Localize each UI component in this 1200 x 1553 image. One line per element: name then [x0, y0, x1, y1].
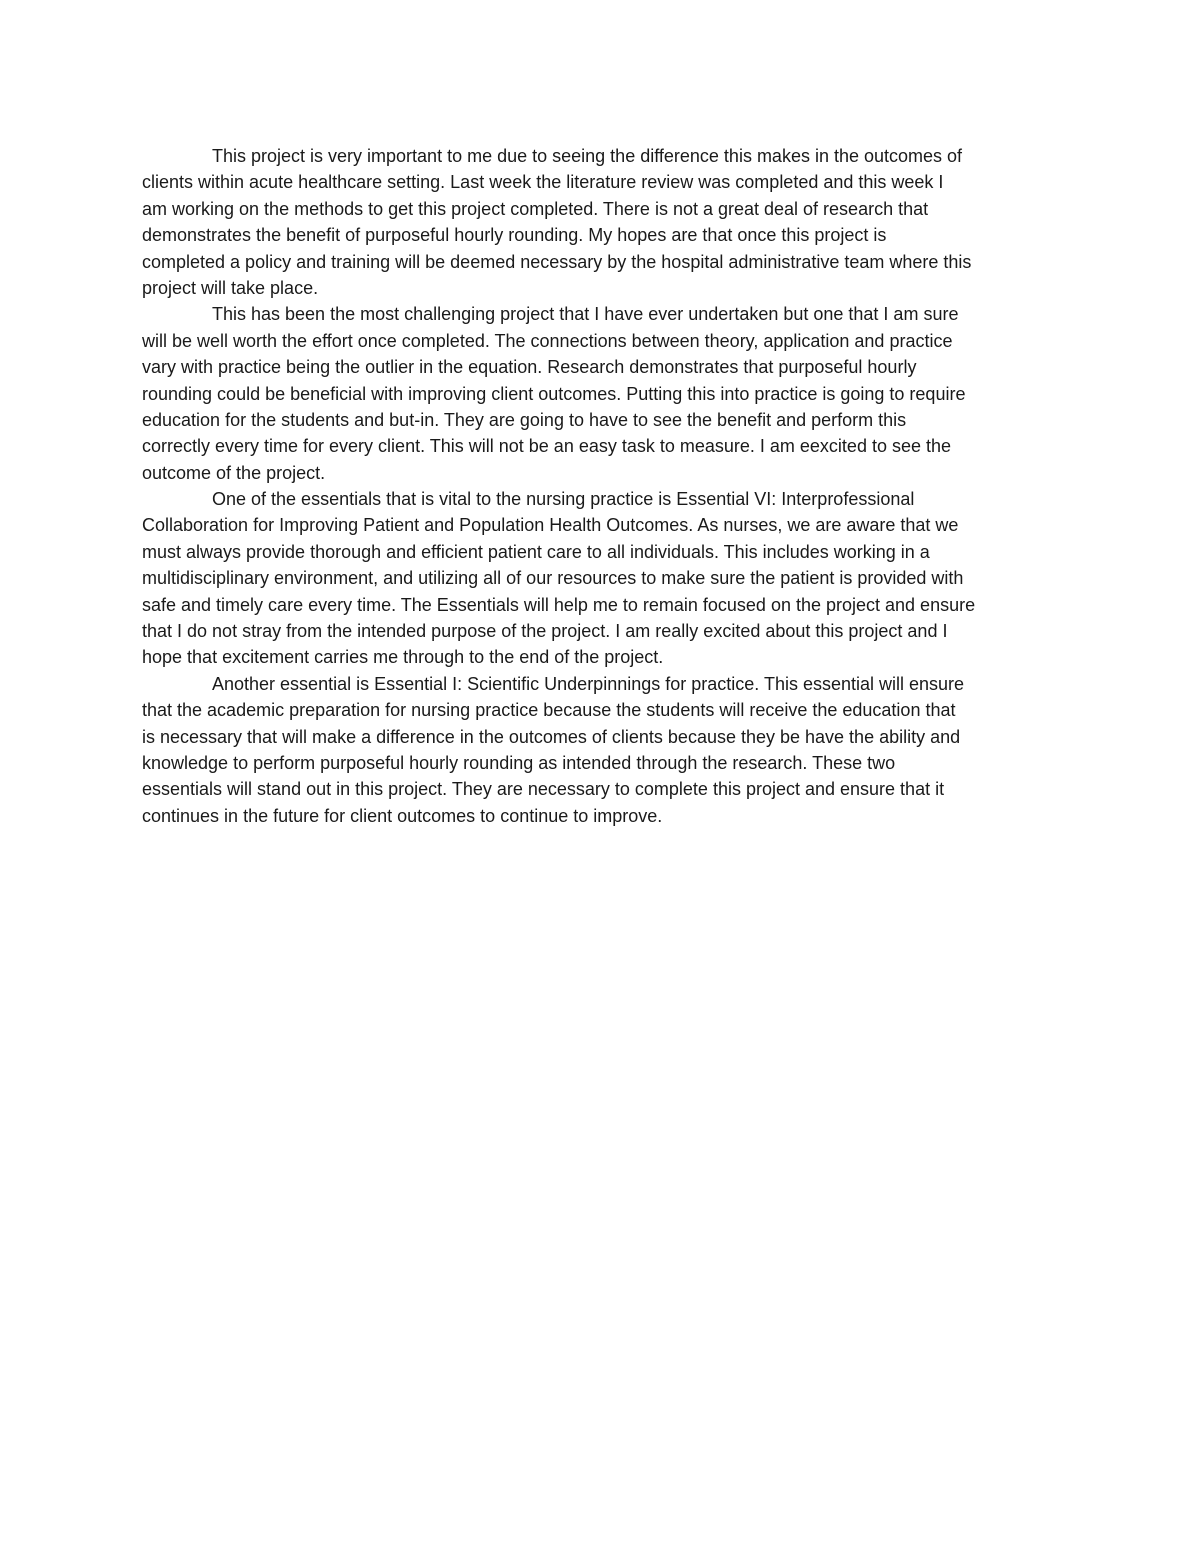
- paragraph-4: [142, 671, 1060, 829]
- paragraph-line: demonstrates the benefit of purposeful hourly rounding. My hopes are that once this project is: [142, 225, 887, 246]
- paragraph-line: outcome of the project.: [142, 462, 326, 483]
- paragraph-line: am working on the methods to get this project completed. There is not a great deal of research that: [142, 198, 929, 219]
- paragraph-line: essentials will stand out in this project. They are necessary to complete this project and ensure that it: [142, 779, 945, 800]
- paragraph-line: is necessary that will make a difference in the outcomes of clients because they be have the ability and: [142, 726, 961, 747]
- paragraph-1: [142, 143, 1060, 301]
- paragraph-line: knowledge to perform purposeful hourly rounding as intended through the research. These two: [142, 752, 896, 773]
- document-body: [142, 143, 1060, 829]
- paragraph-line: Collaboration for Improving Patient and Population Health Outcomes. As nurses, we are aware that we: [142, 515, 959, 536]
- paragraph-line: continues in the future for client outcomes to continue to improve.: [142, 805, 663, 826]
- paragraph-line: multidisciplinary environment, and utilizing all of our resources to make sure the patient is provided with: [142, 568, 964, 589]
- paragraph-line: completed a policy and training will be deemed necessary by the hospital administrative team where this: [142, 251, 972, 272]
- paragraph-line: hope that excitement carries me through to the end of the project.: [142, 647, 664, 668]
- paragraph-line: education for the students and but-in. They are going to have to see the benefit and perform this: [142, 409, 907, 430]
- paragraph-line: clients within acute healthcare setting. Last week the literature review was completed and this week I: [142, 172, 944, 193]
- paragraph-line: safe and timely care every time. The Essentials will help me to remain focused on the project and ensure: [142, 594, 976, 615]
- paragraph-line: This has been the most challenging project that I have ever undertaken but one that I am sure: [212, 304, 959, 325]
- paragraph-line: This project is very important to me due to seeing the difference this makes in the outcomes of: [212, 146, 963, 166]
- paragraph-line: must always provide thorough and efficient patient care to all individuals. This includes working in a: [142, 541, 930, 562]
- paragraph-line: that I do not stray from the intended purpose of the project. I am really excited about this project and I: [142, 621, 948, 642]
- paragraph-line: Another essential is Essential I: Scientific Underpinnings for practice. This essential will ensure: [212, 673, 965, 694]
- paragraph-line: will be well worth the effort once completed. The connections between theory, application and practice: [142, 330, 953, 351]
- paragraph-2: [142, 301, 1060, 486]
- paragraph-3: [142, 486, 1060, 671]
- paragraph-line: vary with practice being the outlier in the equation. Research demonstrates that purposeful hourly: [142, 357, 917, 378]
- paragraph-line: rounding could be beneficial with improving client outcomes. Putting this into practice is going to require: [142, 383, 966, 404]
- paragraph-line: that the academic preparation for nursing practice because the students will receive the education that: [142, 700, 956, 721]
- paragraph-line: correctly every time for every client. This will not be an easy task to measure. I am eexcited to see the: [142, 436, 952, 457]
- paragraph-line: project will take place.: [142, 277, 319, 298]
- paragraph-line: One of the essentials that is vital to the nursing practice is Essential VI: Interprofessional: [212, 489, 915, 510]
